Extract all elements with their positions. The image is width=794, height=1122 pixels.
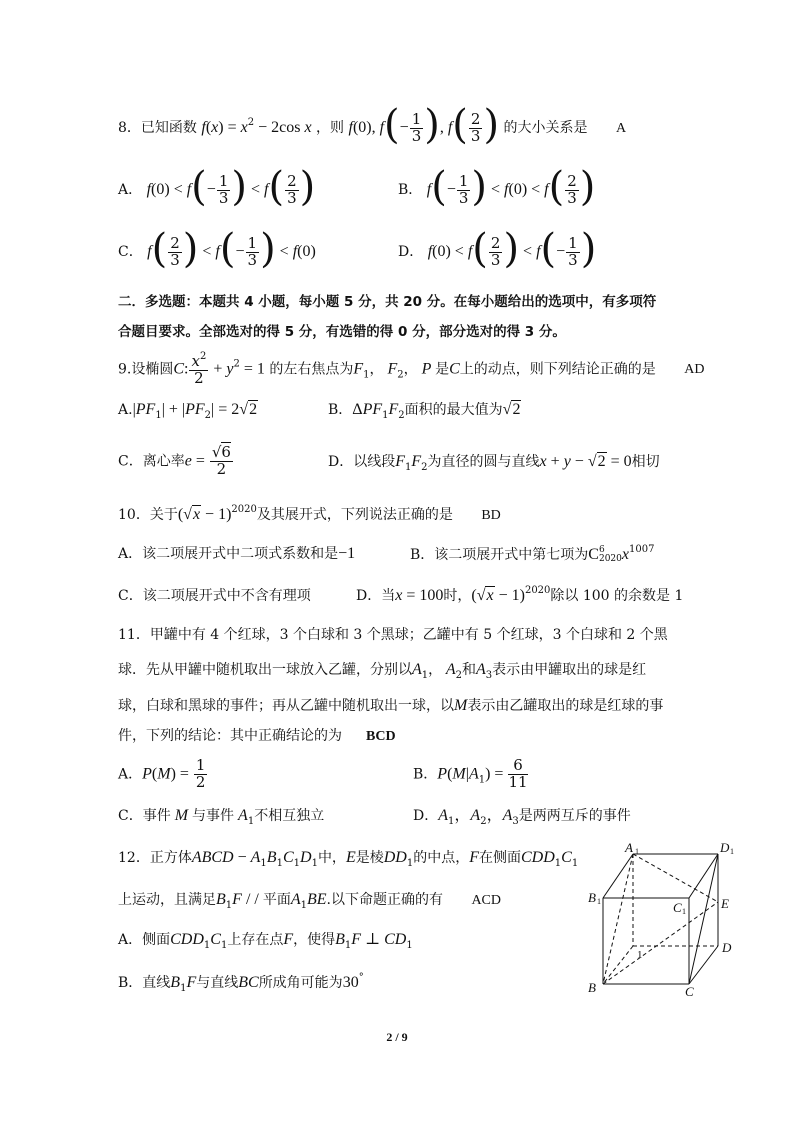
q10-answer: BD [481, 508, 501, 523]
label-d: D [722, 940, 732, 955]
label-one: 1 [637, 949, 643, 961]
segment-be [603, 902, 718, 984]
label-d1: D [720, 840, 730, 855]
q12-stem-line1: 12．正方体ABCD − $A_1B_1C_1D_1$中，E是棱$DD_1$的中点，F在侧面$CDD_1C_1$ [118, 849, 579, 869]
q11-option-c: C．事件 M 与事件 $A_1$不相互独立 [118, 807, 325, 827]
edge-a1b1 [603, 854, 633, 898]
label-b1: B [588, 890, 596, 905]
q8-option-c: C． f( $\frac{2}{3}$ ) < f(− $\frac{1}{3}$ ) < f(0) [118, 226, 316, 272]
q8-stem: 8．已知函数 $f(x) = x^2 - 2\cos$ x ，则 f(0), f(− $\frac{1}{3}$ ), f( $\frac{2}{3}$ ) 的大小关系是 A [118, 102, 627, 148]
q9-option-b: B．$\Delta PF_1F_2$面积的最大值为√2 [328, 401, 521, 421]
q11-option-d: D．$A_1$，$A_2$，$A_3$是两两互斥的事件 [413, 807, 631, 827]
label-a1: A [625, 840, 633, 855]
section2-heading-line2: 合题目要求。全部选对的得 5 分，有选错的得 0 分，部分选对的得 3 分。 [118, 324, 566, 340]
label-e: E [721, 896, 729, 911]
q11-option-a: A．P(M) = $\frac{1}{2}$ [118, 756, 206, 791]
edge-d1c1 [689, 854, 718, 898]
q11-stem-line2: 球．先从甲罐中随机取出一球放入乙罐，分别以$A_1$， $A_2$和$A_3$表示由甲罐取出的球是红 [118, 661, 647, 681]
svg-text:1: 1 [635, 847, 639, 856]
q12-stem-line2: 上运动，且满足$B_1F$ / / 平面$A_1BE$.以下命题正确的有 ACD [118, 891, 501, 911]
q11-option-b: B．$P(M|A_1)$ = $\frac{6}{11}$ [413, 756, 528, 791]
label-b: B [588, 980, 596, 995]
q9-answer: AD [684, 362, 705, 378]
label-c1: C [673, 900, 682, 915]
q11-answer: BCD [366, 729, 396, 744]
q8-option-b: B． f(− $\frac{1}{3}$ ) < f(0) < f( $\frac{2}{3}$ ) [398, 164, 596, 210]
svg-text:1: 1 [730, 847, 734, 856]
q9-option-d: D．以线段$F_1F_2$为直径的圆与直线x + y − √2 = 0相切 [328, 453, 660, 473]
q8-option-a: A． f(0) < f(− $\frac{1}{3}$ ) < f( $\frac{2}{3}$ ) [118, 164, 316, 210]
q11-stem-line4: 件，下列的结论：其中正确结论的为 BCD [118, 728, 396, 744]
q12-option-b: B．直线$B_1F$与直线BC所成角可能为30° [118, 972, 364, 994]
q9-option-a: $A.|PF_1| + |PF_2| = 2√2$ [118, 401, 258, 421]
label-c: C [685, 984, 694, 999]
q9-stem: 9.设椭圆C: $\frac{x^2}{2}$ + $y^2 = 1$ 的左右焦点为$F_1$， $F_2$， P 是C上的动点，则下列结论正确的是 AD [118, 351, 705, 387]
q8-option-d: D． f(0) < f( $\frac{2}{3}$ ) < f(− $\frac{1}{3}$ ) [398, 226, 597, 272]
q12-answer: ACD [471, 893, 501, 908]
section2-heading-line1: 二．多选题：本题共 4 小题，每小题 5 分，共 20 分。在每小题给出的选项中，有多项符 [118, 294, 657, 310]
q12-option-a: A．侧面$CDD_1C_1$上存在点F，使得$B_1F$ ⊥ $CD_1$ [118, 931, 413, 951]
svg-text:1: 1 [682, 907, 686, 916]
q10-option-a: A．该二项展开式中二项式系数和是−1 [118, 545, 356, 562]
segment-a1e [633, 854, 718, 902]
q11-stem-line1: 11．甲罐中有 4 个红球，3 个白球和 3 个黑球；乙罐中有 5 个红球，3 个白球和 2 个黑 [118, 627, 668, 643]
q8-answer: A [615, 121, 627, 136]
q10-option-d: D．当x = 100时，$(√x - 1)^{2020}$除以 100 的余数是 1 [356, 585, 684, 604]
q10-option-c: C．该二项展开式中不含有理项 [118, 588, 311, 604]
page-number: 2 / 9 [386, 1030, 408, 1044]
q11-stem-line3: 球，白球和黑球的事件；再从乙罐中随机取出一球，以M表示由乙罐取出的球是红球的事 [118, 697, 664, 714]
cube-figure [585, 840, 745, 1000]
svg-text:1: 1 [597, 897, 601, 906]
q10-option-b: B．该二项展开式中第七项为C 6 2020 $x^{1007}$ [410, 544, 655, 564]
q10-stem: 10．关于$(√x - 1)^{2020}$及其展开式，下列说法正确的是 BD [118, 504, 501, 523]
q9-option-c: C．离心率e = $\frac{√6}{2}$ [118, 443, 231, 478]
